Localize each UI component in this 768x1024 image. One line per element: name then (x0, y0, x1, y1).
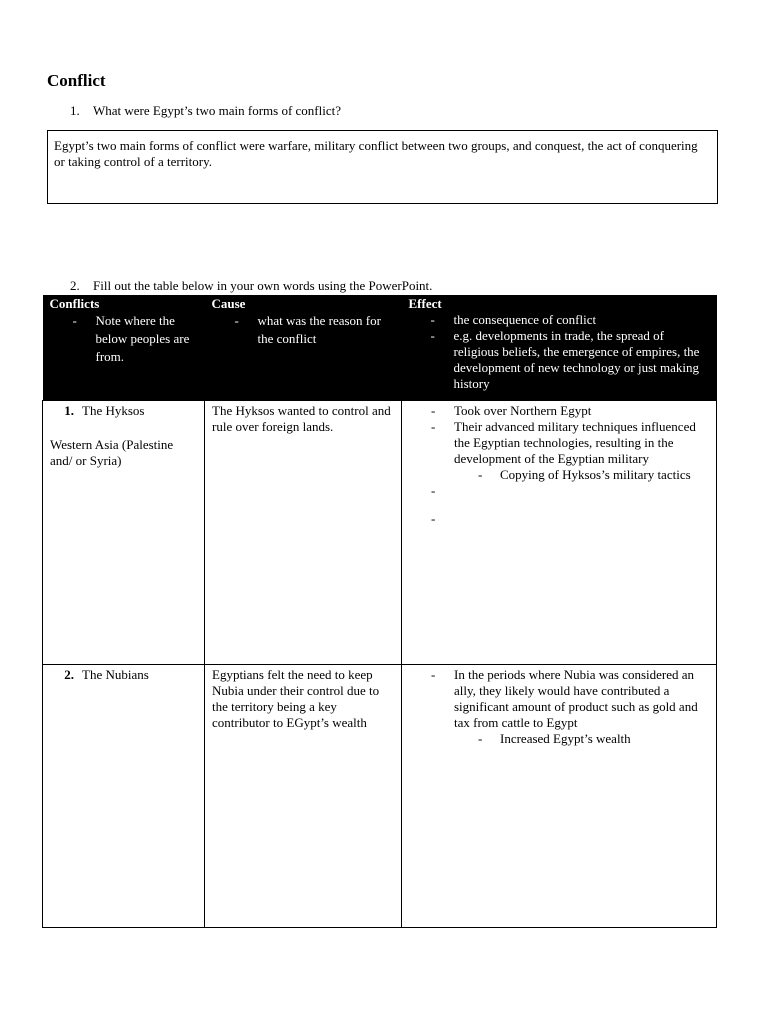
row-2-name: The Nubians (82, 666, 149, 682)
question-1-number: 1. (70, 103, 80, 118)
row-2-effect-1: - In the periods where Nubia was considered an ally, they likely would have contributed a significant amount of product such as gold and tax from cattle to Egypt (409, 667, 710, 731)
row-1-effect-1: - Took over Northern Egypt (409, 403, 710, 419)
row-1-cause-cell[interactable] (205, 400, 402, 664)
section-title: Conflict (47, 71, 106, 90)
row-1-title (50, 403, 198, 419)
row-1-empty-bullet-1 (409, 483, 710, 499)
row-2-conflict-cell[interactable] (43, 664, 205, 927)
row-1-cause: The Hyksos wanted to control and rule over foreign lands. (212, 402, 391, 434)
question-2-number: 2. (70, 278, 80, 293)
row-1-origin: Western Asia (Palestine and/ or Syria) (50, 436, 174, 468)
row-1-name: The Hyksos (82, 402, 145, 418)
header-cause-note: - what was the reason for the conflict (212, 312, 396, 348)
header-conflicts-note: - Note where the below peoples are from. (50, 312, 199, 366)
row-1-empty-bullet-2 (409, 511, 710, 527)
header-effect-note-1: - the consequence of conflict (409, 312, 711, 328)
row-2-effect-cell[interactable] (402, 664, 717, 927)
row-1-effect-2: - Their advanced military techniques influenced the Egyptian technologies, resulting in the development of the Egyptian military (409, 419, 710, 467)
row-1-conflict-cell[interactable] (43, 400, 205, 664)
row-2-cause: Egyptians felt the need to keep Nubia under their control due to the territory being a key contributor to EGypt’s wealth (212, 666, 380, 730)
header-cause-title: Cause (211, 296, 246, 311)
conflicts-table (42, 295, 717, 928)
row-2-cause-cell[interactable] (205, 664, 402, 927)
header-cause (205, 295, 402, 400)
answer-1-text: Egypt’s two main forms of conflict were warfare, military conflict between two groups, and conquest, the act of conquering or taking control of a territory. (54, 138, 698, 169)
row-1-sub-effect: - Copying of Hyksos’s military tactics (409, 467, 710, 483)
header-effect-note-2: - e.g. developments in trade, the spread of religious beliefs, the emergence of empires, the development of new technology or just making history (409, 328, 711, 392)
answer-1-box[interactable] (47, 130, 718, 204)
table-row (43, 400, 717, 664)
row-2-sub-effect: - Increased Egypt’s wealth (409, 731, 710, 747)
header-effect (402, 295, 717, 400)
question-1 (70, 103, 341, 119)
question-2-text: Fill out the table below in your own words using the PowerPoint. (93, 278, 433, 293)
table-header-row (43, 295, 717, 400)
header-effect-title: Effect (408, 296, 442, 311)
row-2-title (50, 667, 198, 683)
row-1-effect-cell[interactable] (402, 400, 717, 664)
question-1-text: What were Egypt’s two main forms of conflict? (93, 103, 342, 118)
header-conflicts-title: Conflicts (49, 296, 100, 311)
question-2 (70, 278, 432, 294)
row-1-number: 1. (64, 402, 74, 418)
row-2-number: 2. (64, 666, 74, 682)
header-conflicts (43, 295, 205, 400)
table-row (43, 664, 717, 927)
